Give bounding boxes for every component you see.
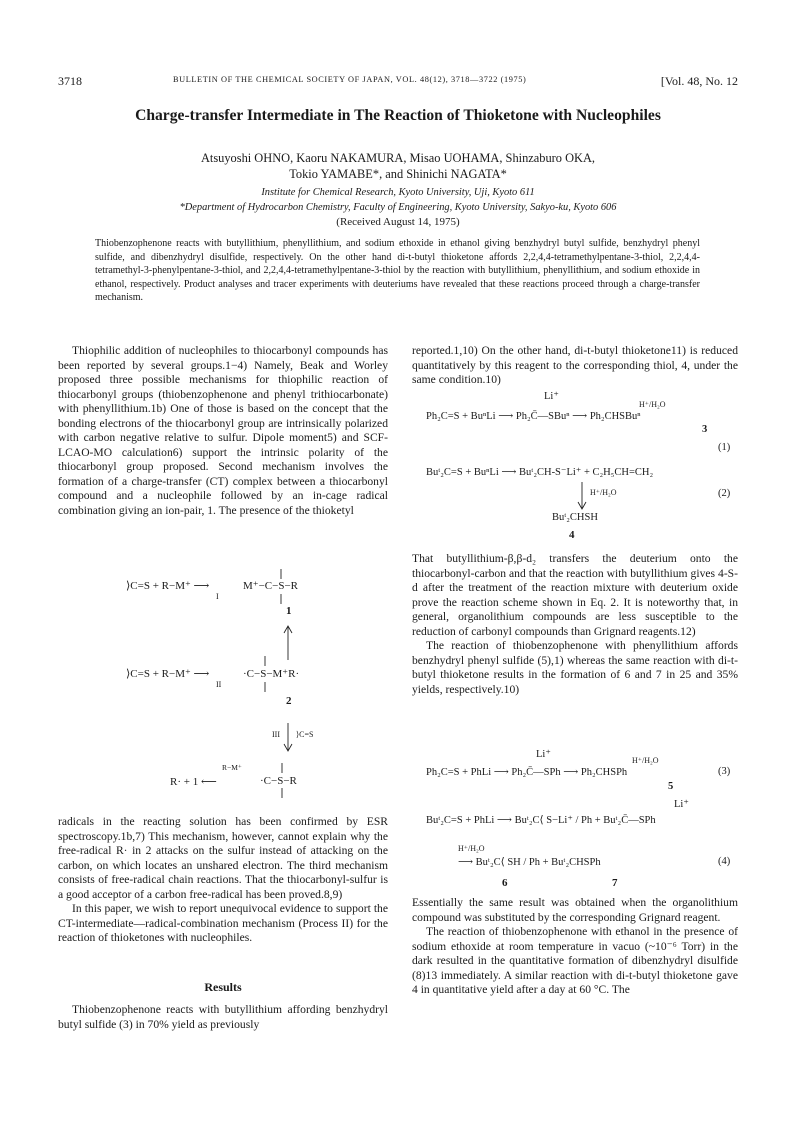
eq3: Ph₂C=S + PhLi ⟶ Ph₂C̄—SPh ⟶ Ph₂CHSPh bbox=[426, 767, 628, 778]
eq4b: ⟶ Buᵗ₂C⟨ SH / Ph + Buᵗ₂CHSPh bbox=[458, 857, 601, 868]
authors bbox=[58, 150, 738, 182]
eq2-product: Buᵗ₂CHSH bbox=[552, 512, 598, 523]
scheme-compound-2: 2 bbox=[286, 695, 292, 707]
ethoxide-paragraph: The reaction of thiobenzophenone with ethanol in the presence of sodium ethoxide at room temperature in vacuo (~10⁻⁶ Torr) in the dark resulted in the quantitative formation of dibenzhydryl disulfide (8)13 immediately. A similar reaction with di-t-butyl thioketone gave 4 in quantitative yield after a day at 60 °C. The bbox=[412, 925, 738, 997]
intro-paragraph: Thiophilic addition of nucleophiles to thiocarbonyl compounds has been reported by several groups.1−4) Namely, Beak and Worley proposed three possible mechanisms for thiophilic reaction of thiocarbonyl groups (thiobenzophenone and phenyl trithiocarbonate) with phenyllithium.1b) One of those is based on the concept that the bonding electrons of the thiocarbonyl group are intrinsically polarized with carbon negative relative to sulfur. Dipole moment5) and SCF-LCAO-MO calculation6) support the intrinsic polarity of the thiocarbonyl group proposed. Second mechanism involves the formation of a charge-transfer (CT) complex between a thiocarbonyl compound and a nucleophile followed by an in-cage radical combination giving an ion-pair, 1. The presence of the thioketyl bbox=[58, 344, 388, 518]
scheme-r1-right: M⁺−C−S−R bbox=[243, 580, 298, 592]
eq3-condition: H⁺/H₂O bbox=[632, 756, 659, 765]
scheme-label-II: II bbox=[216, 680, 222, 689]
eq2-compound-4: 4 bbox=[569, 529, 575, 541]
eq4-number: (4) bbox=[718, 856, 731, 867]
eq1-li: Li⁺ bbox=[544, 391, 559, 402]
eq4a: Buᵗ₂C=S + PhLi ⟶ Buᵗ₂C⟨ S−Li⁺ / Ph + Buᵗ₂C̄—SPh bbox=[426, 815, 656, 826]
mechanism-scheme bbox=[58, 575, 388, 810]
scheme-label-III: III bbox=[272, 730, 280, 739]
equations-1-2 bbox=[412, 390, 738, 535]
right-paragraph-4 bbox=[412, 896, 738, 998]
scheme-r1-left: ⟩C=S + R−M⁺ ⟶ bbox=[126, 580, 210, 592]
grignard-paragraph: Essentially the same result was obtained when the organolithium compound was substituted by the corresponding Grignard reagent. bbox=[412, 896, 738, 924]
results-heading: Results bbox=[204, 980, 242, 994]
eq1-compound-3: 3 bbox=[702, 424, 708, 435]
left-paragraph-2 bbox=[58, 815, 388, 946]
reported-paragraph: reported.1,10) On the other hand, di-t-butyl thioketone11) is reduced quantitatively by this reagent to the corresponding thiol, 4, under the same condition.10) bbox=[412, 344, 738, 387]
running-header bbox=[58, 74, 738, 92]
deuterium-paragraph: That butyllithium-β,β-d₂ transfers the deuterium onto the thiocarbonyl-carbon and that the reaction with butyllithium gives 4-S-d after the treatment of the reaction mixture with deuterium oxide prove the reaction scheme shown in Eq. 2. It is noteworthy that, in general, organolithium compounds are less susceptible to the reduction of carbonyl compounds than Grignard reagents.12) bbox=[412, 552, 738, 638]
right-paragraph-2 bbox=[412, 552, 738, 697]
eq2-arrow bbox=[412, 390, 738, 535]
right-paragraph-1 bbox=[412, 344, 738, 388]
eq3-number: (3) bbox=[718, 766, 731, 777]
scheme-r2-right: ·C−S−M⁺R· bbox=[243, 668, 300, 680]
affiliation-2: *Department of Hydrocarbon Chemistry, Faculty of Engineering, Kyoto University, Sakyo-ku, Kyoto 606 bbox=[179, 202, 617, 213]
volume-info: [Vol. 48, No. 12 bbox=[660, 74, 738, 88]
scheme-r2-left: ⟩C=S + R−M⁺ ⟶ bbox=[126, 668, 210, 680]
paper-title: Charge-transfer Intermediate in The Reaction of Thioketone with Nucleophiles bbox=[135, 107, 661, 124]
eq2-condition: H⁺/H₂O bbox=[590, 488, 617, 497]
esr-paragraph: radicals in the reacting solution has been confirmed by ESR spectroscopy.1b,7) This mechanism, however, cannot explain why the free-radical R· in 2 attacks on the sulfur instead of attacking on the carbon, on which locates an unshared electron. The third mechanism consists of free-radical chain reactions. That the thiocarbonyl-sulfur is a good acceptor of a carbon free-radical has been proved.8,9) bbox=[58, 815, 388, 901]
journal-citation: BULLETIN OF THE CHEMICAL SOCIETY OF JAPAN, VOL. 48(12), 3718—3722 (1975) bbox=[173, 75, 527, 84]
authors-line-1: Atsuyoshi OHNO, Kaoru NAKAMURA, Misao UOHAMA, Shinzaburo OKA, bbox=[200, 151, 596, 165]
eq3-compound-5: 5 bbox=[668, 781, 674, 792]
scheme-compound-1: 1 bbox=[286, 605, 292, 617]
eq3-li: Li⁺ bbox=[536, 749, 551, 760]
purpose-paragraph: In this paper, we wish to report unequivocal evidence to support the CT-intermediate—radical-combination mechanism (Process II) for the reaction of thioketones with nucleophiles. bbox=[58, 902, 388, 945]
scheme-lines bbox=[58, 575, 388, 810]
page-number: 3718 bbox=[58, 74, 82, 88]
affiliations bbox=[58, 185, 738, 215]
eq2-number: (2) bbox=[718, 488, 731, 499]
scheme-r3-left: R· + 1 ⟵ bbox=[170, 776, 217, 788]
eq1: Ph₂C=S + BuⁿLi ⟶ Ph₂C̄—SBuⁿ ⟶ Ph₂CHSBuⁿ bbox=[426, 411, 641, 422]
scheme-r3-reagent: R−M⁺ bbox=[222, 763, 242, 772]
abstract: Thiobenzophenone reacts with butyllithium, phenyllithium, and sodium ethoxide in ethanol giving benzhydryl butyl sulfide, benzhydryl phenyl sulfide, and dibenzhydryl disulfide, respectively. On the other hand di-t-butyl thioketone affords 2,2,4,4-tetramethylpentane-3-thiol, 2,2,4,4-tetramethyl-3-phenylpentane-3-thiol, and 2,2,4,4-tetramethylpentane-3-thiol by the reaction with butyllithium, phenyllithium, and sodium ethoxide in ethanol, respectively. Product analyses and tracer experiments with deuteriums have revealed that these reactions proceed through a charge-transfer mechanism. bbox=[95, 238, 700, 304]
authors-line-2: Tokio YAMABE*, and Shinichi NAGATA* bbox=[289, 167, 507, 181]
eq4-compound-7: 7 bbox=[612, 877, 618, 889]
eq1-number: (1) bbox=[718, 442, 731, 453]
results-paragraph: Thiobenzophenone reacts with butyllithium affording benzhydryl butyl sulfide (3) in 70% yield as previously bbox=[58, 1003, 388, 1031]
eq4b-condition: H⁺/H₂O bbox=[458, 844, 485, 853]
left-paragraph-1 bbox=[58, 344, 388, 519]
received-date: (Received August 14, 1975) bbox=[336, 216, 460, 228]
eq1-condition: H⁺/H₂O bbox=[639, 400, 666, 409]
scheme-label-I: I bbox=[216, 592, 219, 601]
phenyllithium-paragraph: The reaction of thiobenzophenone with phenyllithium affords benzhydryl phenyl sulfide (5),1) whereas the same reaction with di-t-butyl thioketone results in the formation of 6 and 7 in 25 and 35% yields, respectively.10) bbox=[412, 639, 738, 696]
eq4-compound-6: 6 bbox=[502, 877, 508, 889]
affiliation-1: Institute for Chemical Research, Kyoto University, Uji, Kyoto 611 bbox=[261, 187, 535, 198]
scheme-r3-right: ·C−S−R bbox=[260, 775, 297, 787]
eq2: Buᵗ₂C=S + BuⁿLi ⟶ Buᵗ₂CH-S⁻Li⁺ + C₂H₅CH=CH₂ bbox=[426, 467, 654, 478]
scheme-reagent-III: ⟩C=S bbox=[296, 730, 314, 739]
equations-3-4 bbox=[412, 748, 738, 868]
eq4a-li: Li⁺ bbox=[674, 799, 689, 810]
left-paragraph-4 bbox=[58, 1003, 388, 1032]
